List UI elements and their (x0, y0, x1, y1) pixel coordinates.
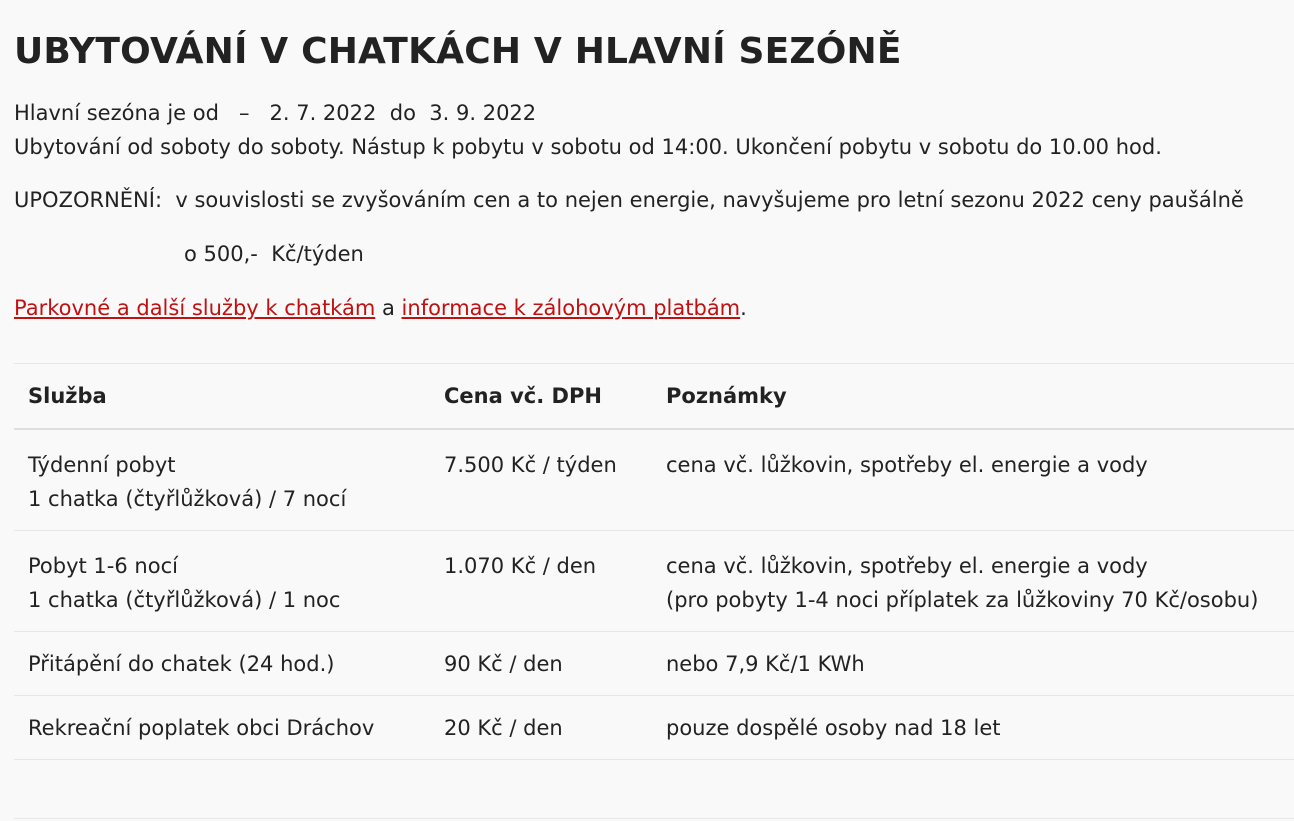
note-line: cena vč. lůžkovin, spotřeby el. energie a vody (666, 453, 1148, 477)
note-line: cena vč. lůžkovin, spotřeby el. energie a vody (666, 554, 1148, 578)
price-cell: 20 Kč / den (430, 696, 652, 760)
service-cell (14, 696, 430, 760)
note-line: nebo 7,9 Kč/1 KWh (666, 652, 865, 676)
season-dates (14, 98, 536, 128)
note-line: (pro pobyty 1-4 noci příplatek za lůžkoviny 70 Kč/osobu) (666, 588, 1259, 612)
service-detail: 1 chatka (čtyřlůžková) / 1 noc (28, 588, 341, 612)
notes-cell (652, 429, 1294, 531)
info-links (14, 293, 747, 323)
price-table (14, 363, 1294, 760)
stay-info: Ubytování od soboty do soboty. Nástup k pobytu v sobotu od 14:00. Ukončení pobytu v sobotu do 10.00 hod. (14, 135, 1162, 159)
links-end: . (740, 296, 747, 320)
parking-services-link[interactable]: Parkovné a další služby k chatkám (14, 296, 376, 320)
deposit-info-link[interactable]: informace k zálohovým platbám (401, 296, 741, 320)
header-service: Služba (14, 364, 430, 430)
service-cell (14, 429, 430, 531)
header-price: Cena vč. DPH (430, 364, 652, 430)
links-conjunction: a (381, 296, 395, 320)
price-cell: 7.500 Kč / týden (430, 429, 652, 531)
notes-cell (652, 632, 1294, 696)
price-cell: 90 Kč / den (430, 632, 652, 696)
service-name: Rekreační poplatek obci Dráchov (28, 716, 375, 740)
table-row (14, 429, 1294, 531)
page-title: UBYTOVÁNÍ V CHATKÁCH V HLAVNÍ SEZÓNĚ (14, 31, 902, 72)
service-cell (14, 632, 430, 696)
table-row (14, 632, 1294, 696)
notice-label: UPOZORNĚNÍ: (14, 188, 163, 212)
season-prefix: Hlavní sezóna je od (14, 101, 219, 125)
season-from: 2. 7. 2022 (269, 101, 377, 125)
service-name: Pobyt 1-6 nocí (28, 554, 178, 578)
service-name: Přitápění do chatek (24 hod.) (28, 652, 335, 676)
notes-cell (652, 531, 1294, 632)
bottom-divider (14, 818, 1294, 819)
season-dash: – (238, 101, 250, 125)
table-header-row (14, 364, 1294, 430)
notice-amount: o 500,- Kč/týden (184, 242, 364, 266)
service-detail: 1 chatka (čtyřlůžková) / 7 nocí (28, 487, 347, 511)
notice-text: v souvislosti se zvyšováním cen a to nejen energie, navyšujeme pro letní sezonu 2022 ceny paušálně (175, 188, 1244, 212)
price-cell: 1.070 Kč / den (430, 531, 652, 632)
season-to-word: do (389, 101, 416, 125)
table-row (14, 696, 1294, 760)
notes-cell (652, 696, 1294, 760)
notice (14, 185, 1244, 215)
service-cell (14, 531, 430, 632)
service-name: Týdenní pobyt (28, 453, 176, 477)
table-row (14, 531, 1294, 632)
header-notes: Poznámky (652, 364, 1294, 430)
note-line: pouze dospělé osoby nad 18 let (666, 716, 1001, 740)
season-to: 3. 9. 2022 (429, 101, 537, 125)
